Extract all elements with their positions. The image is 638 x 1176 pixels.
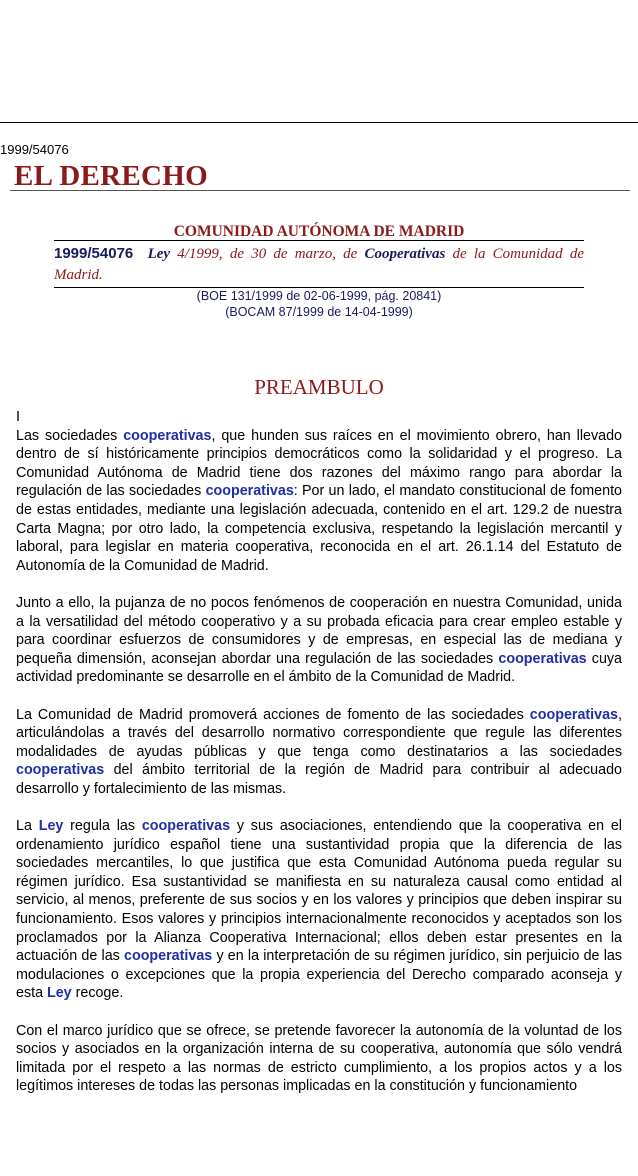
- keyword: cooperativas: [16, 762, 105, 779]
- paragraph-1: Las sociedades cooperativas, que hunden sus raíces en el movimiento obrero, han llevado dentro de sí históricamente principios democráticos como la solidaridad y el progreso. La Comunidad Autónoma de Madrid tiene dos razones del máximo rango para abordar la regulación de las sociedades cooperativas: Por un lado, el mandato constitucional de fomento de estas entidades, mediante una legislación adecuada, contenido en el art. 129.2 de nuestra Carta Magna; por otro lado, la competencia exclusiva, respetando la legislación mercantil y laboral, para legislar en materia cooperativa, reconocida en el art. 26.1.14 del Estatuto de Autonomía de la Comunidad de Madrid.: [16, 427, 623, 574]
- law-header: [54, 240, 584, 288]
- keyword: cooperativas: [123, 427, 212, 444]
- law-title: 1999/54076 Ley 4/1999, de 30 de marzo, de Cooperativas de la Comunidad de Madrid.: [54, 245, 584, 283]
- keyword: cooperativas: [498, 650, 587, 667]
- document-id: 1999/54076: [0, 142, 69, 157]
- section-number: I: [16, 409, 20, 425]
- top-rule: [0, 122, 638, 123]
- keyword: Ley: [47, 985, 72, 1002]
- preamble-heading: PREAMBULO: [254, 375, 384, 399]
- keyword: cooperativas: [124, 948, 213, 965]
- boe-reference: (BOE 131/1999 de 02-06-1999, pág. 20841): [196, 289, 442, 303]
- title-rule: [10, 190, 630, 191]
- law-word: Ley: [147, 246, 171, 262]
- keyword: cooperativas: [141, 818, 231, 835]
- preamble-body: [16, 408, 622, 1115]
- publisher-title: EL DERECHO: [14, 160, 208, 192]
- keyword: cooperativas: [205, 483, 294, 500]
- paragraph-4: La Ley regula las cooperativas y sus asociaciones, entendiendo que la cooperativa en el ordenamiento jurídico español tiene una sustantividad propia que la diferencia de las sociedades mercantiles, lo que justifica que esta Comunidad Autónoma pueda regular su régimen jurídico. Esa sustantividad se manifiesta en su naturaleza causal como entidad al servicio, al menos, preferente de sus socios y en los valores y principios que deben inspirar su funcionamiento. Esos valores y principios internacionalmente reconocidos y aceptados son los proclamados por la Alianza Cooperativa Internacional; ellos deben estar presentes en la actuación de las cooperativas y en la interpretación de su régimen jurídico, sin perjuicio de las modulaciones o excepciones que la propia experiencia del Derecho comparado aconseja y esta Ley recoge.: [16, 818, 622, 1002]
- paragraph-5: Con el marco jurídico que se ofrece, se pretende favorecer la autonomía de la voluntad de los socios y asociados en la organización interna de su cooperativa, autonomía que sólo vendrá limitada por el respeto a las normas de estricto cumplimiento, a los propios actos y a los legítimos intereses de todas las personas implicadas en la constitución y funcionamiento: [16, 1022, 622, 1095]
- region-heading: COMUNIDAD AUTÓNOMA DE MADRID: [173, 223, 465, 240]
- law-keyword: Cooperativas: [364, 246, 446, 262]
- paragraph-3: La Comunidad de Madrid promoverá acciones de fomento de las sociedades cooperativas, articulándolas a través del desarrollo normativo correspondiente que regule las diferentes modalidades de ayudas públicas y que tenga como destinatarios a las sociedades cooperativas del ámbito territorial de la región de Madrid para contribuir al adecuado desarrollo y fortalecimiento de las mismas.: [16, 706, 622, 797]
- keyword: Ley: [38, 818, 64, 835]
- paragraph-2: Junto a ello, la pujanza de no pocos fenómenos de cooperación en nuestra Comunidad, unida a la versatilidad del método cooperativo y a su probada eficacia para crear empleo estable y para coordinar esfuerzos de consumidores y de empresas, en especial las de mediana y pequeña dimensión, aconsejan abordar una regulación de las sociedades cooperativas cuya actividad predominante se desarrolle en el ámbito de la Comunidad de Madrid.: [16, 594, 623, 686]
- keyword: cooperativas: [529, 706, 619, 723]
- bocam-reference: (BOCAM 87/1999 de 14-04-1999): [225, 305, 413, 319]
- law-number: 1999/54076: [54, 245, 134, 262]
